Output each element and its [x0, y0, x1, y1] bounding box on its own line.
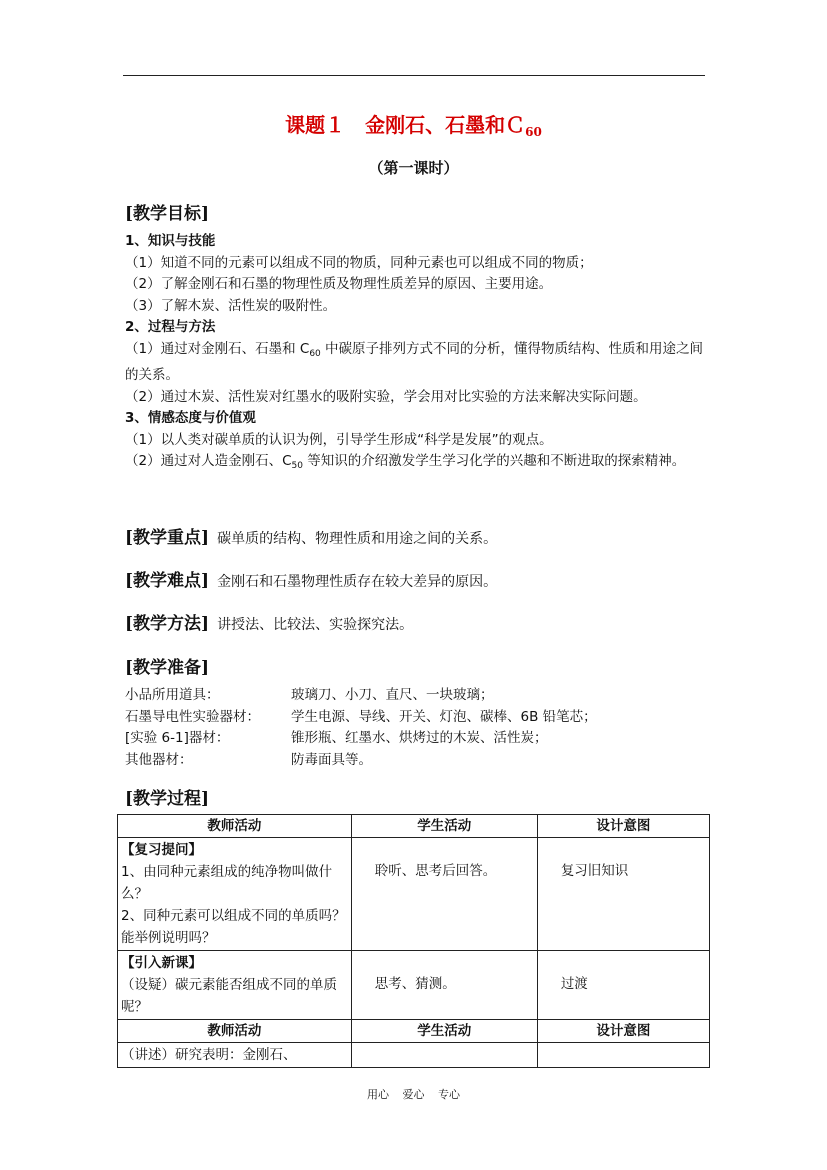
table-row: [118, 1043, 710, 1068]
intro-tag: 【引入新课】: [121, 955, 202, 971]
preparation-label: 石墨导电性实验器材：: [125, 708, 260, 725]
column-header-teacher: 教师活动: [118, 1020, 352, 1043]
difficulties-heading: [教学难点]: [125, 571, 210, 591]
table-header-row: [118, 1020, 710, 1043]
preparation-row: [125, 728, 597, 750]
objective-3-heading: 3、情感态度与价值观: [125, 410, 256, 426]
teacher-cell: [118, 951, 352, 1020]
methods-heading: [教学方法]: [125, 614, 210, 634]
column-header-intent: 设计意图: [537, 815, 709, 838]
intro-question: （设疑）碳元素能否组成不同的单质呢？: [121, 977, 337, 1015]
student-cell: [351, 838, 537, 951]
review-tag: 【复习提问】: [121, 842, 202, 858]
student-cell: [351, 1043, 537, 1068]
key-points-text: 碳单质的结构、物理性质和用途之间的关系。: [217, 531, 498, 547]
difficulties-text: 金刚石和石墨物理性质存在较大差异的原因。: [217, 574, 498, 590]
student-cell: [351, 951, 537, 1020]
objective-1-line-2: （2）了解金刚石和石墨的物理性质及物理性质差异的原因、主要用途。: [125, 276, 553, 292]
column-header-student: 学生活动: [351, 815, 537, 838]
preparation-value: 防毒面具等。: [291, 751, 372, 768]
difficulties: [125, 566, 497, 591]
header-rule: [123, 75, 705, 76]
preparation-row: [125, 750, 597, 772]
objective-2-line-2: （2）通过木炭、活性炭对红墨水的吸附实验，学会用对比实验的方法来解决实际问题。: [125, 388, 647, 405]
page-footer: 用心 爱心 专心: [367, 1088, 460, 1101]
review-student: 聆听、思考后回答。: [374, 863, 497, 879]
intent-cell: [537, 838, 709, 951]
column-header-intent: 设计意图: [537, 1020, 709, 1043]
key-points-heading: [教学重点]: [125, 528, 210, 548]
preparation-label: 其他器材：: [125, 751, 193, 768]
teacher-cell: （讲述）研究表明：金刚石、: [118, 1043, 352, 1068]
objective-2-line-1: （1）通过对金刚石、石墨和 $C_{60}$ 中碳原子排列方式不同的分析，懂得物质结构、性质和用途之间的关系。: [125, 340, 704, 383]
methods-text: 讲授法、比较法、实验探究法。: [217, 617, 414, 633]
preparation-value: 学生电源、导线、开关、灯泡、碳棒、6B 铅笔芯；: [291, 708, 597, 725]
objectives-body: [125, 231, 710, 478]
methods: [125, 609, 413, 634]
objective-1-heading: 1、知识与技能: [125, 233, 216, 249]
preparation-label: 小品所用道具：: [125, 687, 220, 703]
preparation-label: [实验 6-1]器材：: [125, 730, 230, 746]
column-header-teacher: 教师活动: [118, 815, 352, 838]
column-header-student: 学生活动: [351, 1020, 537, 1043]
preparation-row: [125, 707, 597, 729]
teacher-cell: [118, 838, 352, 951]
table-header-row: [118, 815, 710, 838]
review-intent: 复习旧知识: [560, 863, 629, 879]
table-row: [118, 951, 710, 1020]
objective-3-line-2: （2）通过对人造金刚石、$C_{50}$ 等知识的介绍激发学生学习化学的兴趣和不断进取的探索精神。: [125, 453, 686, 471]
objectives-heading: [教学目标]: [125, 204, 210, 224]
review-question-2: 2、同种元素可以组成不同的单质吗？能举例说明吗？: [121, 908, 346, 946]
preparation-heading: [教学准备]: [125, 658, 210, 678]
intro-student: 思考、猜测。: [374, 976, 456, 992]
preparation-row: [125, 685, 597, 707]
table-row: [118, 838, 710, 951]
objective-2-heading: 2、过程与方法: [125, 319, 216, 335]
objective-3-line-1: （1）以人类对碳单质的认识为例，引导学生形成“科学是发展”的观点。: [125, 431, 553, 448]
intent-cell: [537, 1043, 709, 1068]
objective-1-line-1: （1）知道不同的元素可以组成不同的物质，同种元素也可以组成不同的物质；: [125, 254, 593, 271]
preparation-value: 玻璃刀、小刀、直尺、一块玻璃；: [291, 687, 494, 703]
objective-1-line-3: （3）了解木炭、活性炭的吸附性。: [125, 297, 337, 314]
lesson-title: 课题１ 金刚石、石墨和Ｃ$_{60}$: [285, 113, 542, 139]
intent-cell: [537, 951, 709, 1020]
intro-intent: 过渡: [560, 976, 588, 992]
preparation-value: 锥形瓶、红墨水、烘烤过的木炭、活性炭；: [291, 730, 548, 746]
review-question-1: 1、由同种元素组成的纯净物叫做什么？: [121, 864, 333, 902]
process-heading: [教学过程]: [125, 789, 210, 809]
process-table: [117, 814, 710, 1068]
key-points: [125, 523, 497, 548]
lesson-subtitle: （第一课时）: [368, 159, 459, 177]
preparation-list: [125, 685, 597, 771]
